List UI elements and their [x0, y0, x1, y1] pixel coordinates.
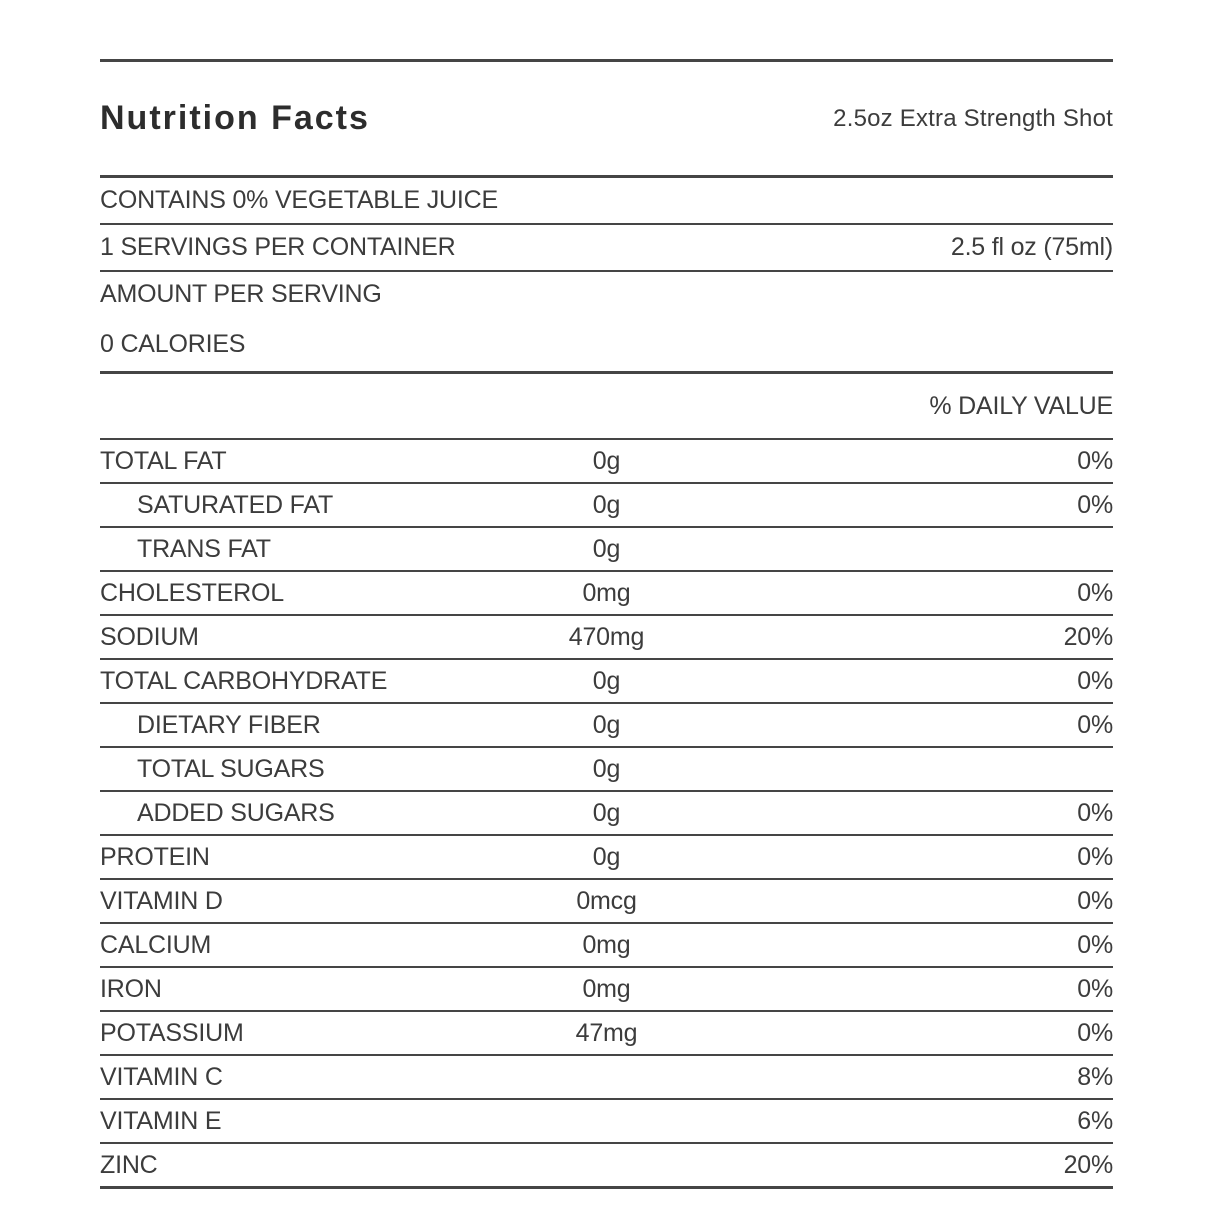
nutrient-amount: 0mg: [582, 974, 631, 1003]
table-row: [100, 968, 1113, 1010]
product-name: 2.5oz Extra Strength Shot: [833, 104, 1113, 132]
nutrient-dv: 20%: [1063, 622, 1113, 651]
table-row: [100, 704, 1113, 746]
daily-value-header-text: % DAILY VALUE: [929, 391, 1113, 420]
table-row: [100, 1056, 1113, 1098]
nutrient-amount: 0g: [592, 798, 621, 827]
table-row: [100, 484, 1113, 526]
nutrient-dv: 0%: [1077, 930, 1113, 959]
nutrient-dv: 0%: [1077, 1018, 1113, 1047]
nutrient-name: VITAMIN D: [100, 886, 223, 915]
nutrient-table: [100, 440, 1113, 1189]
nutrient-name: SODIUM: [100, 622, 199, 651]
calories-text: 0 CALORIES: [100, 329, 246, 358]
table-row: [100, 1012, 1113, 1054]
nutrient-amount: 0g: [592, 446, 621, 475]
nutrient-dv: 0%: [1077, 798, 1113, 827]
nutrient-amount: 47mg: [575, 1018, 638, 1047]
nutrient-name: TOTAL SUGARS: [137, 754, 325, 783]
nutrient-amount: 0g: [592, 534, 621, 563]
nutrient-dv: 0%: [1077, 446, 1113, 475]
table-row: [100, 748, 1113, 790]
nutrient-dv: 0%: [1077, 974, 1113, 1003]
nutrient-name: DIETARY FIBER: [137, 710, 321, 739]
table-row: [100, 880, 1113, 922]
label-header: [100, 62, 1113, 175]
nutrient-dv: 0%: [1077, 490, 1113, 519]
table-row: [100, 660, 1113, 702]
table-row: [100, 572, 1113, 614]
nutrient-dv: 0%: [1077, 710, 1113, 739]
nutrient-amount: 0g: [592, 754, 621, 783]
calories-row: [100, 317, 1113, 371]
nutrient-name: TRANS FAT: [137, 534, 271, 563]
nutrient-amount: 0g: [592, 710, 621, 739]
nutrient-dv: 20%: [1063, 1150, 1113, 1179]
nutrient-name: CHOLESTEROL: [100, 578, 284, 607]
contains-text: CONTAINS 0% VEGETABLE JUICE: [100, 186, 498, 214]
nutrient-dv: 6%: [1077, 1106, 1113, 1135]
nutrient-name: PROTEIN: [100, 842, 210, 871]
nutrient-name: ADDED SUGARS: [137, 798, 335, 827]
servings-row: [100, 225, 1113, 270]
nutrient-name: TOTAL CARBOHYDRATE: [100, 666, 388, 695]
nutrient-amount: 0g: [592, 490, 621, 519]
table-row: [100, 924, 1113, 966]
page-title: Nutrition Facts: [100, 99, 370, 137]
nutrient-name: VITAMIN C: [100, 1062, 223, 1091]
bottom-rule: [100, 1186, 1113, 1189]
table-row: [100, 1100, 1113, 1142]
nutrient-name: POTASSIUM: [100, 1018, 244, 1047]
nutrient-name: TOTAL FAT: [100, 446, 227, 475]
nutrient-name: ZINC: [100, 1150, 158, 1179]
daily-value-header-row: [100, 374, 1113, 438]
nutrient-dv: 8%: [1077, 1062, 1113, 1091]
nutrition-label: [100, 59, 1113, 1189]
contains-row: [100, 178, 1113, 223]
nutrient-name: CALCIUM: [100, 930, 212, 959]
nutrient-dv: 0%: [1077, 886, 1113, 915]
table-row: [100, 528, 1113, 570]
nutrient-dv: 0%: [1077, 578, 1113, 607]
nutrient-amount: 0mg: [582, 578, 631, 607]
table-row: [100, 616, 1113, 658]
table-row: [100, 792, 1113, 834]
nutrient-amount: 0mcg: [576, 886, 637, 915]
nutrient-dv: 0%: [1077, 842, 1113, 871]
amount-per-serving-text: AMOUNT PER SERVING: [100, 280, 382, 308]
nutrient-amount: 0g: [592, 666, 621, 695]
nutrient-dv: 0%: [1077, 666, 1113, 695]
table-row: [100, 836, 1113, 878]
nutrient-name: IRON: [100, 974, 162, 1003]
amount-per-serving-row: [100, 272, 1113, 317]
servings-per-container-text: 1 SERVINGS PER CONTAINER: [100, 233, 456, 261]
table-row: [100, 1144, 1113, 1186]
table-row: [100, 440, 1113, 482]
nutrient-amount: 470mg: [568, 622, 645, 651]
nutrient-name: SATURATED FAT: [137, 490, 334, 519]
nutrient-amount: 0g: [592, 842, 621, 871]
nutrient-amount: 0mg: [582, 930, 631, 959]
serving-size-text: 2.5 fl oz (75ml): [950, 233, 1113, 261]
nutrient-name: VITAMIN E: [100, 1106, 222, 1135]
